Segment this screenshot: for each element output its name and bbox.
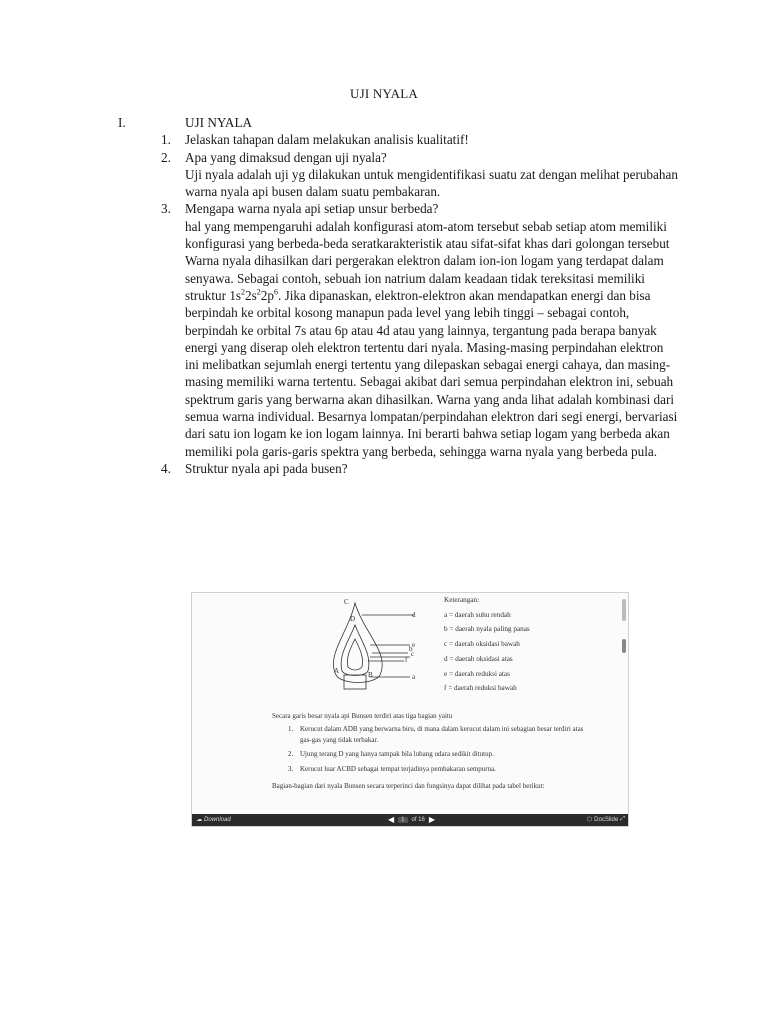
fullscreen-icon[interactable]: ⤢ — [620, 816, 625, 822]
question-1 — [161, 131, 678, 148]
question-text: Struktur nyala api pada busen? — [185, 460, 348, 476]
answer-text: 2p — [260, 287, 274, 303]
next-page-icon[interactable]: ▶ — [428, 815, 436, 824]
item-text: Ujung terang D yang hanya tampak bila lubang udara sedikit ditutup. — [300, 750, 494, 758]
label-C: C — [344, 598, 349, 606]
legend-item: f = daerah reduksi bawah — [444, 684, 517, 693]
label-f: f — [405, 656, 408, 664]
superscript: 6 — [273, 287, 278, 297]
section-heading — [118, 114, 678, 131]
label-b: b — [409, 645, 413, 653]
section-title: UJI NYALA — [185, 115, 253, 130]
legend-item: d = daerah oksidasi atas — [444, 654, 513, 663]
section-uji-nyala — [118, 114, 678, 477]
embed-tail-text: Bagian-bagian dari nyala Bunsen secara terperinci dan fungsinya dapat dilihat pada tabel berikut: — [272, 782, 545, 790]
page-number-input[interactable]: 1 — [398, 817, 407, 823]
question-text: Apa yang dimaksud dengan uji nyala? — [185, 149, 387, 165]
label-B: B — [368, 671, 373, 679]
label-c: c — [411, 650, 415, 658]
innermost-cone-shape — [347, 639, 362, 670]
superscript: 2 — [256, 287, 261, 297]
legend-title: Keterangan: — [444, 596, 480, 604]
legend-item: c = daerah oksidasi bawah — [444, 640, 520, 649]
question-number: 3. — [161, 201, 171, 217]
list-item — [288, 749, 588, 760]
cloud-download-icon: ☁ — [196, 817, 202, 823]
embedded-docslide-viewer — [191, 592, 629, 827]
legend-item: b = daerah nyala paling panas — [444, 625, 530, 634]
section-numeral: I. — [118, 115, 126, 130]
flame-parts-list — [288, 724, 588, 778]
viewer-toolbar — [192, 814, 628, 826]
label-a: a — [412, 673, 416, 681]
download-label: Download — [204, 816, 231, 823]
page-count: of 16 — [411, 816, 425, 823]
docslide-logo-icon: ⬡ — [586, 817, 593, 823]
label-A: A — [334, 667, 340, 675]
docslide-brand[interactable] — [587, 816, 625, 823]
answer-text: Warna nyala dihasilkan dari pergerakan elektron dalam ion-ion logam yang terdapat dalam senyawa. Sebagai contoh, sebuah ion natrium dalam keadaan tidak tereksitasi memiliki struktur 1s — [185, 253, 664, 303]
legend-item: e = daerah reduksi atas — [444, 669, 510, 678]
viewer-scroll-thumb[interactable] — [622, 639, 626, 653]
answer-2: Uji nyala adalah uji yg dilakukan untuk mengidentifikasi suatu zat dengan melihat perubahan warna nyala api busen dalam suatu pembakaran. — [185, 166, 678, 200]
label-D: D — [350, 615, 356, 623]
legend-item: a = daerah suhu rendah — [444, 610, 511, 619]
question-number: 1. — [161, 132, 171, 148]
brand-label: DocSlide — [594, 816, 619, 823]
question-number: 2. — [161, 149, 171, 165]
item-number: 3. — [288, 764, 294, 773]
legend-block — [444, 593, 604, 696]
answer-text: 2s — [245, 287, 257, 303]
label-d: d — [412, 611, 416, 619]
answer-3-paragraph-2 — [185, 252, 678, 460]
inner-flame-shape — [341, 625, 369, 676]
answer-text: . Jika dipanaskan, elektron-elektron akan mendapatkan energi dan bisa berpindah ke orbital kosong manapun pada level yang lebih tinggi – sebagai contoh, berpindah ke orbital 7s atau 6p atau 4d atau yang lainnya, tergantung pada berapa banyak energi yang diserap oleh elektron tertentu dari nyala. Masing-masing perpindahan elektron ini melibatkan sejumlah energi tertentu yang dilepaskan sebagai energi cahaya, dan masing-masing memiliki warna tertentu. Sebagai akibat dari semua perpindahan elektron ini, sebuah spektrum garis yang berwarna akan dihasilkan. Warna yang anda lihat adalah kombinasi dari semua warna individual. Besarnya lompatan/perpindahan elektron dari segi energi, bervariasi dari satu ion logam ke ion logam lainnya. Ini berarti bahwa setiap logam yang berbeda akan memiliki pola garis-garis spektra yang berbeda, sehingga warna nyala yang berbeda pula. — [185, 287, 678, 459]
document-title: UJI NYALA — [350, 86, 418, 101]
list-item — [288, 724, 588, 745]
question-2 — [161, 149, 678, 166]
question-text: Jelaskan tahapan dalam melakukan analisis kualitatif! — [185, 132, 469, 148]
item-number: 1. — [288, 725, 294, 733]
embed-lead-text: Secara garis besar nyala api Bunsen terdiri atas tiga bagian yaitu — [272, 712, 453, 720]
question-3 — [161, 200, 678, 217]
question-4 — [161, 460, 678, 477]
list-item — [288, 764, 588, 775]
superscript: 2 — [241, 287, 246, 297]
page-navigation — [388, 815, 435, 824]
download-button[interactable] — [196, 816, 231, 823]
prev-page-icon[interactable]: ◀ — [388, 815, 395, 824]
item-text: Kerucut luar ACBD sebagai tempat terjadinya pembakaran sempurna. — [300, 764, 496, 773]
answer-3-paragraph-1: hal yang mempengaruhi adalah konfigurasi atom-atom tersebut sebab setiap atom memiliki konfigurasi yang berbeda-beda seratkarakteristik atau sifat-sifat khas dari golongan tersebut — [185, 218, 670, 252]
question-number: 4. — [161, 460, 171, 476]
question-text: Mengapa warna nyala api setiap unsur berbeda? — [185, 201, 439, 217]
label-e: e — [412, 641, 416, 649]
item-text: Kerucut dalam ADB yang berwarna biru, di mana dalam kerucut dalam ini sebagian besar terdiri atas gas-gas yang tidak terbakar. — [300, 725, 584, 744]
viewer-scrollbar[interactable] — [622, 599, 626, 621]
item-number: 2. — [288, 750, 294, 758]
